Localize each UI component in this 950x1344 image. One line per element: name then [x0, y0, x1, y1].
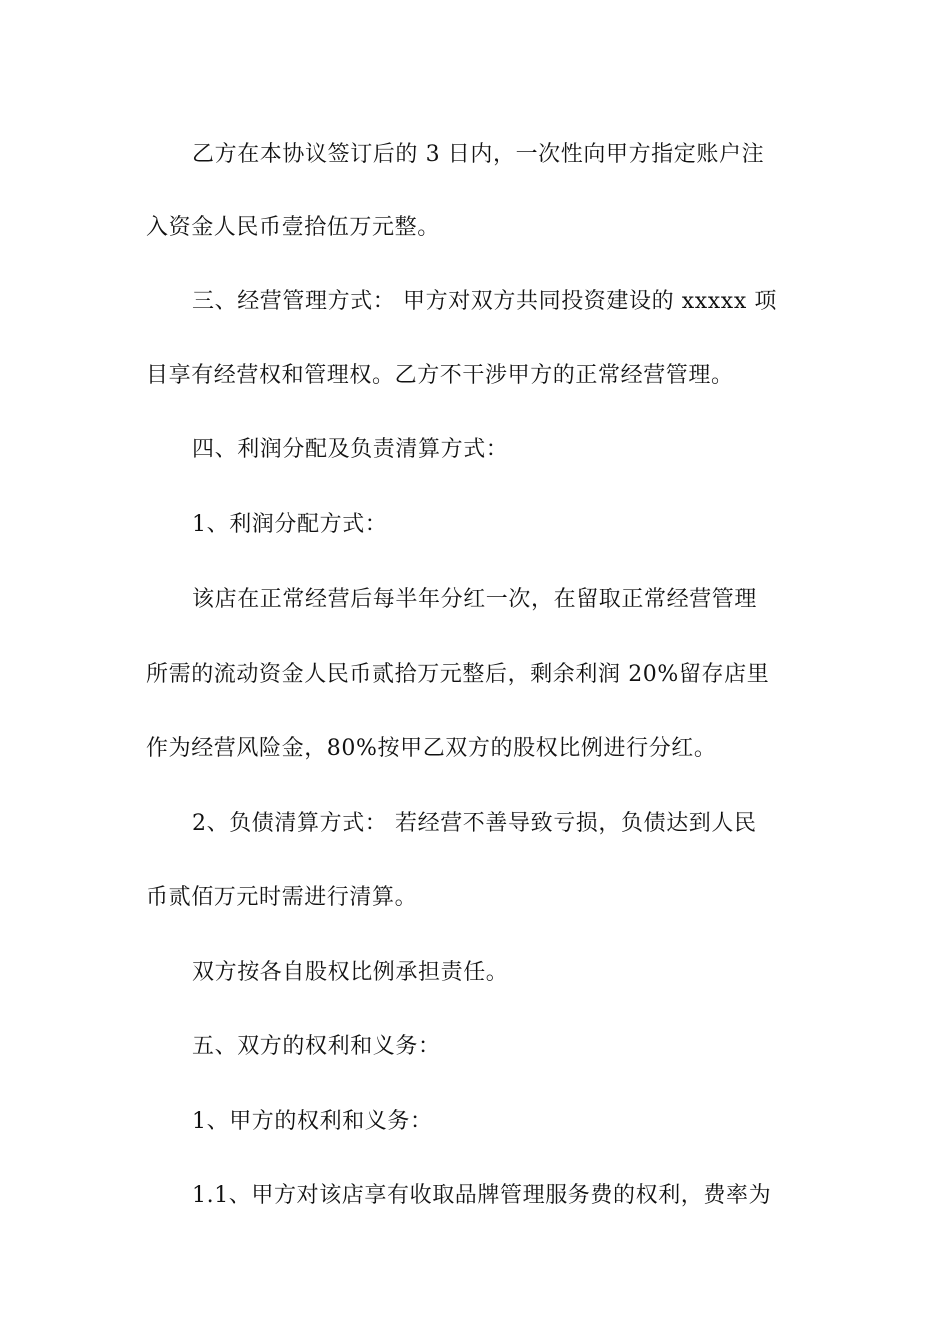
paragraph-line: 1.1、甲方对该店享有收取品牌管理服务费的权利，费率为	[192, 1183, 772, 1208]
paragraph-line: 双方按各自股权比例承担责任。	[192, 960, 509, 985]
subsection-heading: 1、利润分配方式：	[192, 512, 388, 537]
paragraph-line: 该店在正常经营后每半年分红一次，在留取正常经营管理	[192, 587, 758, 612]
subsection-heading-line: 2、负债清算方式： 若经营不善导致亏损，负债达到人民	[192, 811, 757, 836]
subsection-heading: 1、甲方的权利和义务：	[192, 1109, 433, 1134]
paragraph-line: 乙方在本协议签订后的 3 日内，一次性向甲方指定账户注	[192, 142, 765, 167]
section-heading-line: 三、经营管理方式： 甲方对双方共同投资建设的 xxxxx 项	[192, 289, 778, 314]
paragraph-line: 目享有经营权和管理权。乙方不干涉甲方的正常经营管理。	[146, 363, 734, 388]
section-heading: 四、利润分配及负责清算方式：	[192, 437, 509, 462]
paragraph-line: 作为经营风险金，80%按甲乙双方的股权比例进行分红。	[146, 736, 717, 761]
section-heading: 五、双方的权利和义务：	[192, 1034, 441, 1059]
paragraph-line: 币贰佰万元时需进行清算。	[146, 885, 418, 910]
paragraph-line: 所需的流动资金人民币贰拾万元整后，剩余利润 20%留存店里	[146, 662, 770, 687]
paragraph-line: 入资金人民币壹拾伍万元整。	[146, 215, 440, 240]
